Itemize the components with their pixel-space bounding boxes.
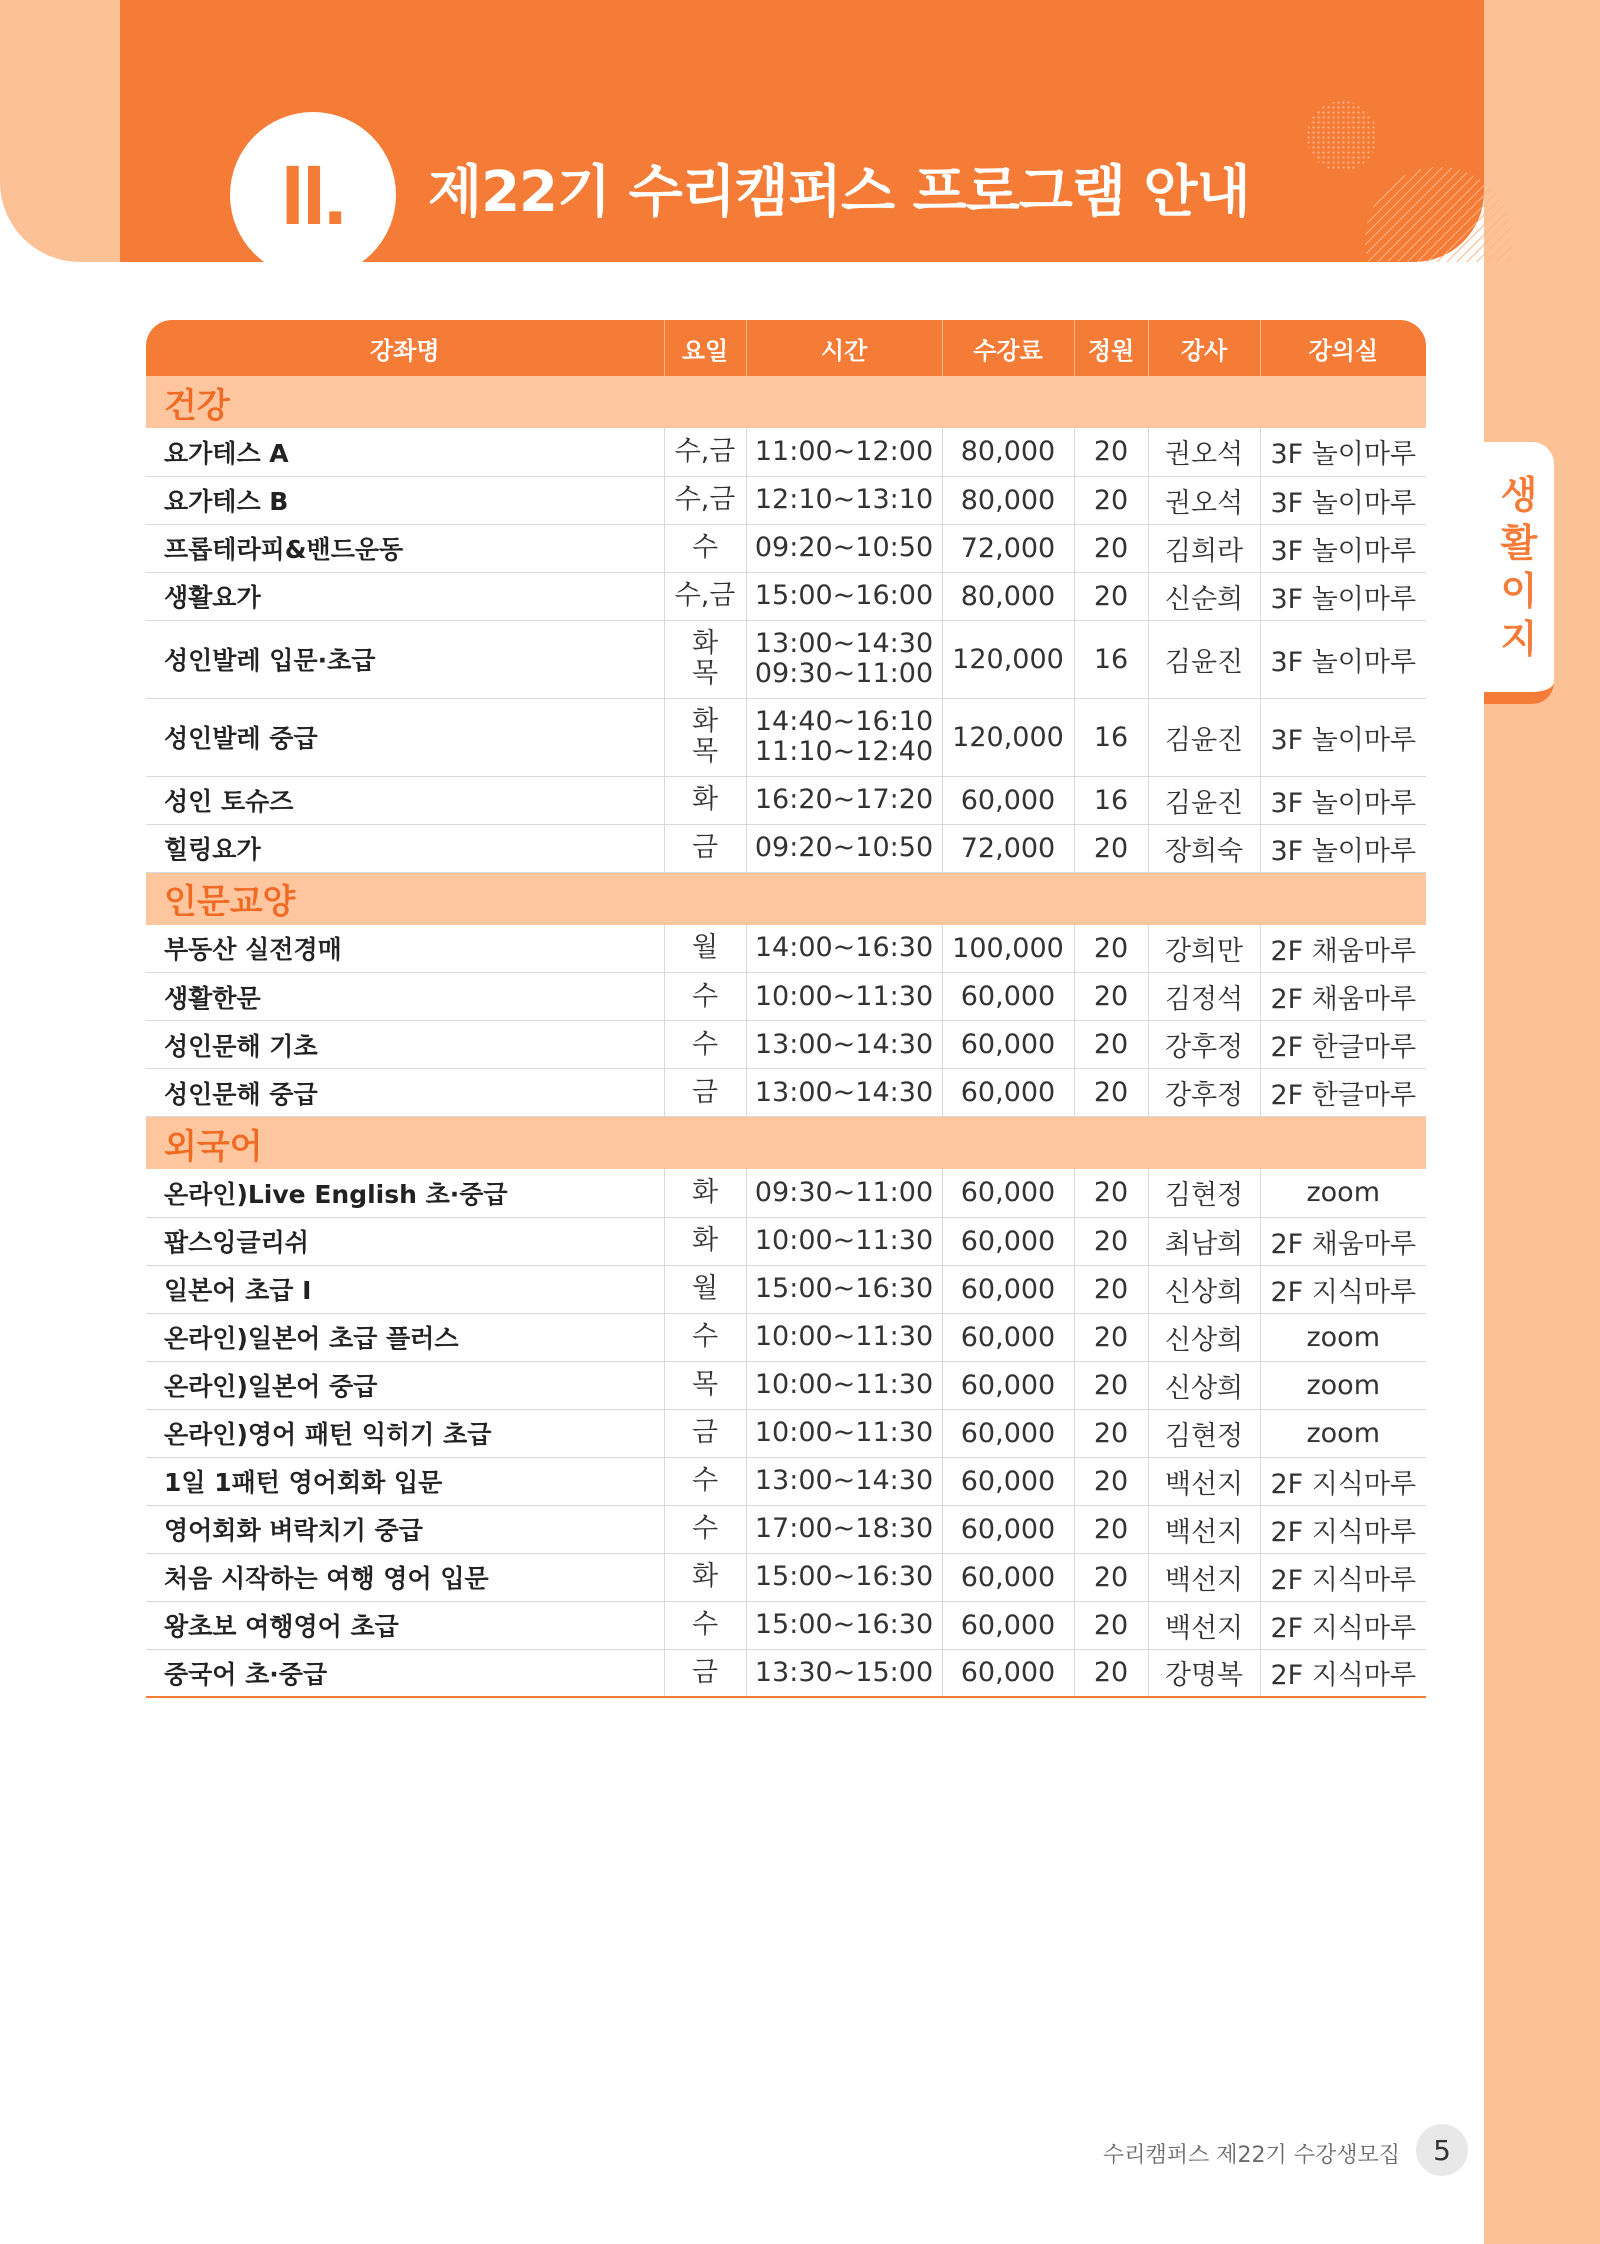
fee-cell: 72,000 xyxy=(942,524,1074,572)
table-row xyxy=(146,620,1426,698)
room-cell: zoom xyxy=(1260,1169,1426,1217)
day-cell xyxy=(664,1649,746,1697)
table-row xyxy=(146,1409,1426,1457)
page-title: 제22기 수리캠퍼스 프로그램 안내 xyxy=(428,160,1250,225)
day-cell xyxy=(664,1313,746,1361)
day-cell xyxy=(664,428,746,476)
capacity-cell: 20 xyxy=(1074,1409,1148,1457)
day-cell-line: 수 xyxy=(691,1321,719,1352)
teacher-cell: 최남희 xyxy=(1148,1217,1260,1265)
time-cell xyxy=(746,476,942,524)
teacher-cell: 김희라 xyxy=(1148,524,1260,572)
day-cell-line: 월 xyxy=(691,1273,719,1304)
course-name-cell: 일본어 초급 I xyxy=(146,1265,664,1313)
day-cell-line: 화 xyxy=(691,706,719,737)
day-cell xyxy=(664,973,746,1021)
dotted-circle-decoration xyxy=(1306,100,1378,172)
table-row xyxy=(146,476,1426,524)
table-row xyxy=(146,428,1426,476)
side-tab-char: 활 xyxy=(1500,521,1538,565)
teacher-cell: 강명복 xyxy=(1148,1649,1260,1697)
page-number: 5 xyxy=(1416,2124,1468,2176)
time-cell-line: 13:30~15:00 xyxy=(754,1656,934,1688)
time-cell-line: 15:00~16:00 xyxy=(754,580,934,611)
table-row xyxy=(146,824,1426,872)
table-row xyxy=(146,925,1426,973)
category-row xyxy=(146,1117,1426,1170)
time-cell-line: 15:00~16:30 xyxy=(754,1273,934,1304)
course-name-cell: 온라인)일본어 초급 플러스 xyxy=(146,1313,664,1361)
category-label: 인문교양 xyxy=(146,872,1426,925)
day-cell xyxy=(664,1169,746,1217)
day-cell-line: 수,금 xyxy=(674,580,736,611)
time-cell xyxy=(746,1169,942,1217)
course-name-cell: 왕초보 여행영어 초급 xyxy=(146,1601,664,1649)
time-cell xyxy=(746,1457,942,1505)
teacher-cell: 김현정 xyxy=(1148,1409,1260,1457)
time-cell xyxy=(746,1649,942,1697)
fee-cell: 80,000 xyxy=(942,476,1074,524)
day-cell xyxy=(664,776,746,824)
capacity-cell: 20 xyxy=(1074,973,1148,1021)
capacity-cell: 20 xyxy=(1074,1217,1148,1265)
capacity-cell: 20 xyxy=(1074,1601,1148,1649)
fee-cell: 60,000 xyxy=(942,1361,1074,1409)
teacher-cell: 신상희 xyxy=(1148,1361,1260,1409)
time-cell xyxy=(746,973,942,1021)
room-cell: zoom xyxy=(1260,1409,1426,1457)
room-cell: 2F 지식마루 xyxy=(1260,1265,1426,1313)
room-cell: 3F 놀이마루 xyxy=(1260,620,1426,698)
capacity-cell: 20 xyxy=(1074,1553,1148,1601)
capacity-cell: 20 xyxy=(1074,1313,1148,1361)
table-row xyxy=(146,1601,1426,1649)
time-cell xyxy=(746,1601,942,1649)
teacher-cell: 권오석 xyxy=(1148,428,1260,476)
fee-cell: 100,000 xyxy=(942,925,1074,973)
fee-cell: 72,000 xyxy=(942,824,1074,872)
time-cell-line: 15:00~16:30 xyxy=(754,1609,934,1640)
column-header-teacher: 강사 xyxy=(1148,320,1260,376)
time-cell-line: 15:00~16:30 xyxy=(754,1561,934,1592)
course-name-cell: 부동산 실전경매 xyxy=(146,925,664,973)
teacher-cell: 강후정 xyxy=(1148,1069,1260,1117)
header-banner xyxy=(120,0,1484,262)
striped-circle-decoration xyxy=(1364,166,1514,262)
time-cell xyxy=(746,572,942,620)
teacher-cell: 백선지 xyxy=(1148,1457,1260,1505)
course-name-cell: 온라인)Live English 초·중급 xyxy=(146,1169,664,1217)
capacity-cell: 20 xyxy=(1074,1361,1148,1409)
day-cell xyxy=(664,1069,746,1117)
time-cell-line: 10:00~11:30 xyxy=(754,980,934,1012)
time-cell-line: 09:30~11:00 xyxy=(754,1176,934,1208)
time-cell-line: 11:10~12:40 xyxy=(754,736,934,767)
course-name-cell: 요가테스 B xyxy=(146,476,664,524)
day-cell-line: 수 xyxy=(691,1465,719,1496)
day-cell-line: 수 xyxy=(691,532,719,563)
day-cell-line: 화 xyxy=(691,784,719,815)
teacher-cell: 백선지 xyxy=(1148,1505,1260,1553)
time-cell-line: 11:00~12:00 xyxy=(754,435,934,467)
column-header-fee: 수강료 xyxy=(942,320,1074,376)
course-name-cell: 성인발레 입문·초급 xyxy=(146,620,664,698)
category-row xyxy=(146,376,1426,428)
fee-cell: 60,000 xyxy=(942,1409,1074,1457)
side-tab-char: 이 xyxy=(1500,569,1538,613)
table-row xyxy=(146,1021,1426,1069)
capacity-cell: 20 xyxy=(1074,1069,1148,1117)
fee-cell: 120,000 xyxy=(942,698,1074,776)
table-row xyxy=(146,776,1426,824)
teacher-cell: 백선지 xyxy=(1148,1553,1260,1601)
side-tab-label xyxy=(1484,442,1554,704)
day-cell-line: 화 xyxy=(691,1176,719,1208)
table-row xyxy=(146,1069,1426,1117)
teacher-cell: 김정석 xyxy=(1148,973,1260,1021)
fee-cell: 120,000 xyxy=(942,620,1074,698)
fee-cell: 60,000 xyxy=(942,1601,1074,1649)
time-cell xyxy=(746,620,942,698)
footer-caption: 수리캠퍼스 제22기 수강생모집 xyxy=(1102,2143,1400,2168)
column-header-room: 강의실 xyxy=(1260,320,1426,376)
day-cell xyxy=(664,1409,746,1457)
room-cell: 2F 채움마루 xyxy=(1260,925,1426,973)
fee-cell: 80,000 xyxy=(942,572,1074,620)
capacity-cell: 20 xyxy=(1074,824,1148,872)
table-row xyxy=(146,1649,1426,1697)
category-row xyxy=(146,872,1426,925)
fee-cell: 60,000 xyxy=(942,1265,1074,1313)
teacher-cell: 신순희 xyxy=(1148,572,1260,620)
time-cell-line: 09:20~10:50 xyxy=(754,532,934,563)
course-name-cell: 성인 토슈즈 xyxy=(146,776,664,824)
time-cell-line: 14:00~16:30 xyxy=(754,932,934,964)
course-name-cell: 프롭테라피&밴드운동 xyxy=(146,524,664,572)
capacity-cell: 20 xyxy=(1074,1021,1148,1069)
room-cell: 2F 지식마루 xyxy=(1260,1601,1426,1649)
course-name-cell: 성인문해 기초 xyxy=(146,1021,664,1069)
day-cell xyxy=(664,1021,746,1069)
capacity-cell: 16 xyxy=(1074,776,1148,824)
course-name-cell: 처음 시작하는 여행 영어 입문 xyxy=(146,1553,664,1601)
time-cell xyxy=(746,1361,942,1409)
time-cell-line: 13:00~14:30 xyxy=(754,628,934,659)
room-cell: 2F 지식마루 xyxy=(1260,1553,1426,1601)
time-cell-line: 09:20~10:50 xyxy=(754,832,934,863)
time-cell-line: 10:00~11:30 xyxy=(754,1417,934,1448)
course-name-cell: 1일 1패턴 영어회화 입문 xyxy=(146,1457,664,1505)
table-row xyxy=(146,524,1426,572)
teacher-cell: 김윤진 xyxy=(1148,620,1260,698)
day-cell xyxy=(664,1361,746,1409)
teacher-cell: 강후정 xyxy=(1148,1021,1260,1069)
room-cell: 2F 채움마루 xyxy=(1260,973,1426,1021)
day-cell-line: 금 xyxy=(691,1417,719,1448)
course-name-cell: 힐링요가 xyxy=(146,824,664,872)
table-header-row xyxy=(146,320,1426,376)
capacity-cell: 20 xyxy=(1074,572,1148,620)
teacher-cell: 김윤진 xyxy=(1148,698,1260,776)
fee-cell: 60,000 xyxy=(942,1217,1074,1265)
time-cell xyxy=(746,776,942,824)
day-cell-line: 수 xyxy=(691,1513,719,1544)
capacity-cell: 20 xyxy=(1074,1457,1148,1505)
time-cell xyxy=(746,1069,942,1117)
side-tab-char: 지 xyxy=(1500,617,1538,661)
table-row xyxy=(146,1361,1426,1409)
room-cell: 2F 지식마루 xyxy=(1260,1505,1426,1553)
course-name-cell: 성인문해 중급 xyxy=(146,1069,664,1117)
capacity-cell: 20 xyxy=(1074,925,1148,973)
category-label: 건강 xyxy=(146,376,1426,428)
capacity-cell: 20 xyxy=(1074,1649,1148,1697)
column-header-course-name: 강좌명 xyxy=(146,320,664,376)
time-cell-line: 16:20~17:20 xyxy=(754,784,934,815)
day-cell xyxy=(664,824,746,872)
day-cell xyxy=(664,1553,746,1601)
course-name-cell: 팝스잉글리쉬 xyxy=(146,1217,664,1265)
day-cell xyxy=(664,1505,746,1553)
fee-cell: 60,000 xyxy=(942,1313,1074,1361)
teacher-cell: 백선지 xyxy=(1148,1601,1260,1649)
section-number: II. xyxy=(280,147,345,242)
side-tab-char: 생 xyxy=(1500,473,1538,517)
fee-cell: 60,000 xyxy=(942,1505,1074,1553)
course-name-cell: 생활요가 xyxy=(146,572,664,620)
table-row xyxy=(146,1553,1426,1601)
day-cell-line: 수 xyxy=(691,1609,719,1640)
capacity-cell: 16 xyxy=(1074,620,1148,698)
course-name-cell: 중국어 초·중급 xyxy=(146,1649,664,1697)
day-cell-line: 수,금 xyxy=(674,484,736,515)
time-cell xyxy=(746,824,942,872)
day-cell xyxy=(664,698,746,776)
table-row xyxy=(146,572,1426,620)
time-cell xyxy=(746,1409,942,1457)
day-cell-line: 목 xyxy=(691,1369,719,1400)
capacity-cell: 20 xyxy=(1074,476,1148,524)
room-cell: 3F 놀이마루 xyxy=(1260,524,1426,572)
teacher-cell: 김윤진 xyxy=(1148,776,1260,824)
fee-cell: 60,000 xyxy=(942,776,1074,824)
day-cell-line: 금 xyxy=(691,832,719,863)
room-cell: 2F 지식마루 xyxy=(1260,1457,1426,1505)
room-cell: 3F 놀이마루 xyxy=(1260,572,1426,620)
teacher-cell: 김현정 xyxy=(1148,1169,1260,1217)
time-cell xyxy=(746,1313,942,1361)
fee-cell: 60,000 xyxy=(942,1021,1074,1069)
table-row xyxy=(146,1217,1426,1265)
room-cell: zoom xyxy=(1260,1361,1426,1409)
course-name-cell: 온라인)일본어 중급 xyxy=(146,1361,664,1409)
teacher-cell: 강희만 xyxy=(1148,925,1260,973)
time-cell xyxy=(746,925,942,973)
time-cell-line: 17:00~18:30 xyxy=(754,1513,934,1544)
room-cell: 3F 놀이마루 xyxy=(1260,776,1426,824)
day-cell-line: 수,금 xyxy=(674,435,736,467)
table-row xyxy=(146,1265,1426,1313)
time-cell xyxy=(746,1505,942,1553)
time-cell-line: 10:00~11:30 xyxy=(754,1369,934,1400)
table-row xyxy=(146,698,1426,776)
fee-cell: 60,000 xyxy=(942,1457,1074,1505)
room-cell: 2F 채움마루 xyxy=(1260,1217,1426,1265)
capacity-cell: 20 xyxy=(1074,1169,1148,1217)
program-table-wrap xyxy=(146,320,1426,1698)
time-cell-line: 10:00~11:30 xyxy=(754,1225,934,1256)
time-cell xyxy=(746,1217,942,1265)
time-cell-line: 13:00~14:30 xyxy=(754,1465,934,1496)
day-cell xyxy=(664,476,746,524)
category-label: 외국어 xyxy=(146,1117,1426,1170)
time-cell xyxy=(746,428,942,476)
teacher-cell: 권오석 xyxy=(1148,476,1260,524)
course-name-cell: 성인발레 중급 xyxy=(146,698,664,776)
day-cell-line: 금 xyxy=(691,1076,719,1108)
day-cell-line: 목 xyxy=(691,736,719,767)
fee-cell: 60,000 xyxy=(942,1069,1074,1117)
room-cell: 3F 놀이마루 xyxy=(1260,428,1426,476)
day-cell-line: 화 xyxy=(691,1225,719,1256)
room-cell: zoom xyxy=(1260,1313,1426,1361)
teacher-cell: 장희숙 xyxy=(1148,824,1260,872)
capacity-cell: 20 xyxy=(1074,1505,1148,1553)
fee-cell: 80,000 xyxy=(942,428,1074,476)
room-cell: 2F 한글마루 xyxy=(1260,1021,1426,1069)
program-table xyxy=(146,320,1426,1698)
day-cell xyxy=(664,524,746,572)
fee-cell: 60,000 xyxy=(942,973,1074,1021)
time-cell xyxy=(746,1021,942,1069)
day-cell xyxy=(664,1457,746,1505)
capacity-cell: 20 xyxy=(1074,524,1148,572)
table-row xyxy=(146,1505,1426,1553)
capacity-cell: 20 xyxy=(1074,1265,1148,1313)
table-row xyxy=(146,973,1426,1021)
course-name-cell: 요가테스 A xyxy=(146,428,664,476)
day-cell-line: 목 xyxy=(691,658,719,689)
room-cell: 2F 한글마루 xyxy=(1260,1069,1426,1117)
time-cell xyxy=(746,698,942,776)
capacity-cell: 20 xyxy=(1074,428,1148,476)
fee-cell: 60,000 xyxy=(942,1169,1074,1217)
fee-cell: 60,000 xyxy=(942,1553,1074,1601)
fee-cell: 60,000 xyxy=(942,1649,1074,1697)
column-header-day: 요일 xyxy=(664,320,746,376)
room-cell: 3F 놀이마루 xyxy=(1260,698,1426,776)
course-name-cell: 온라인)영어 패턴 익히기 초급 xyxy=(146,1409,664,1457)
day-cell-line: 월 xyxy=(691,932,719,964)
day-cell xyxy=(664,1265,746,1313)
day-cell xyxy=(664,1601,746,1649)
day-cell-line: 수 xyxy=(691,1028,719,1060)
teacher-cell: 신상희 xyxy=(1148,1313,1260,1361)
time-cell-line: 12:10~13:10 xyxy=(754,484,934,515)
day-cell xyxy=(664,572,746,620)
teacher-cell: 신상희 xyxy=(1148,1265,1260,1313)
day-cell-line: 금 xyxy=(691,1656,719,1688)
time-cell-line: 10:00~11:30 xyxy=(754,1321,934,1352)
side-strip xyxy=(1484,0,1600,2244)
table-row xyxy=(146,1313,1426,1361)
time-cell-line: 09:30~11:00 xyxy=(754,658,934,689)
day-cell-line: 화 xyxy=(691,628,719,659)
table-row xyxy=(146,1169,1426,1217)
time-cell-line: 13:00~14:30 xyxy=(754,1028,934,1060)
room-cell: 3F 놀이마루 xyxy=(1260,824,1426,872)
day-cell-line: 수 xyxy=(691,980,719,1012)
day-cell xyxy=(664,1217,746,1265)
time-cell-line: 13:00~14:30 xyxy=(754,1076,934,1108)
course-name-cell: 생활한문 xyxy=(146,973,664,1021)
section-number-badge xyxy=(230,112,396,278)
time-cell-line: 14:40~16:10 xyxy=(754,706,934,737)
time-cell xyxy=(746,1553,942,1601)
time-cell xyxy=(746,524,942,572)
room-cell: 3F 놀이마루 xyxy=(1260,476,1426,524)
time-cell xyxy=(746,1265,942,1313)
course-name-cell: 영어회화 벼락치기 중급 xyxy=(146,1505,664,1553)
table-row xyxy=(146,1457,1426,1505)
day-cell-line: 화 xyxy=(691,1561,719,1592)
day-cell xyxy=(664,620,746,698)
capacity-cell: 16 xyxy=(1074,698,1148,776)
room-cell: 2F 지식마루 xyxy=(1260,1649,1426,1697)
day-cell xyxy=(664,925,746,973)
column-header-capacity: 정원 xyxy=(1074,320,1148,376)
column-header-time: 시간 xyxy=(746,320,942,376)
